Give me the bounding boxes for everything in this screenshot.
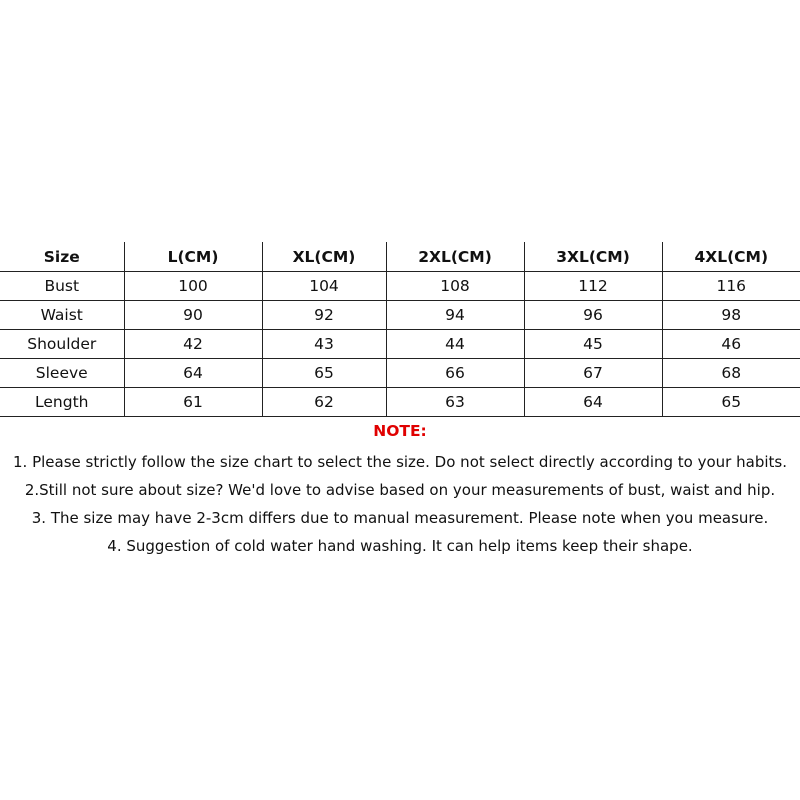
table-cell: 42 — [124, 330, 262, 359]
table-cell: 92 — [262, 301, 386, 330]
note-title: NOTE: — [373, 422, 427, 440]
table-cell: 46 — [662, 330, 800, 359]
table-cell: 65 — [662, 388, 800, 417]
table-cell: 96 — [524, 301, 662, 330]
row-label: Sleeve — [0, 359, 124, 388]
column-header: Size — [0, 242, 124, 272]
table-cell: 98 — [662, 301, 800, 330]
table-cell: 64 — [524, 388, 662, 417]
row-label: Bust — [0, 272, 124, 301]
table-cell: 94 — [386, 301, 524, 330]
column-header: XL(CM) — [262, 242, 386, 272]
table-cell: 62 — [262, 388, 386, 417]
table-cell: 112 — [524, 272, 662, 301]
table-cell: 44 — [386, 330, 524, 359]
table-cell: 45 — [524, 330, 662, 359]
table-cell: 43 — [262, 330, 386, 359]
table-cell: 90 — [124, 301, 262, 330]
size-chart-table — [0, 242, 800, 417]
column-header: 3XL(CM) — [524, 242, 662, 272]
note-line-4: 4. Suggestion of cold water hand washing. It can help items keep their shape. — [107, 537, 693, 555]
table-row — [0, 301, 800, 330]
table-cell: 68 — [662, 359, 800, 388]
table-row — [0, 272, 800, 301]
note-line-2: 2.Still not sure about size? We'd love to advise based on your measurements of bust, waist and hip. — [24, 481, 776, 499]
column-header: 2XL(CM) — [386, 242, 524, 272]
row-label: Length — [0, 388, 124, 417]
table-cell: 61 — [124, 388, 262, 417]
table-header-row — [0, 242, 800, 272]
table-row — [0, 359, 800, 388]
table-cell: 104 — [262, 272, 386, 301]
row-label: Shoulder — [0, 330, 124, 359]
table-row — [0, 388, 800, 417]
table-cell: 65 — [262, 359, 386, 388]
note-line-1: 1. Please strictly follow the size chart to select the size. Do not select directly according to your habits. — [13, 453, 787, 471]
table-cell: 66 — [386, 359, 524, 388]
notes-section — [0, 420, 800, 560]
table-cell: 116 — [662, 272, 800, 301]
row-label: Waist — [0, 301, 124, 330]
note-line-3: 3. The size may have 2-3cm differs due to manual measurement. Please note when you measure. — [31, 509, 769, 527]
table-cell: 67 — [524, 359, 662, 388]
table-cell: 108 — [386, 272, 524, 301]
table-row — [0, 330, 800, 359]
table-cell: 64 — [124, 359, 262, 388]
table-cell: 63 — [386, 388, 524, 417]
column-header: 4XL(CM) — [662, 242, 800, 272]
table-cell: 100 — [124, 272, 262, 301]
column-header: L(CM) — [124, 242, 262, 272]
